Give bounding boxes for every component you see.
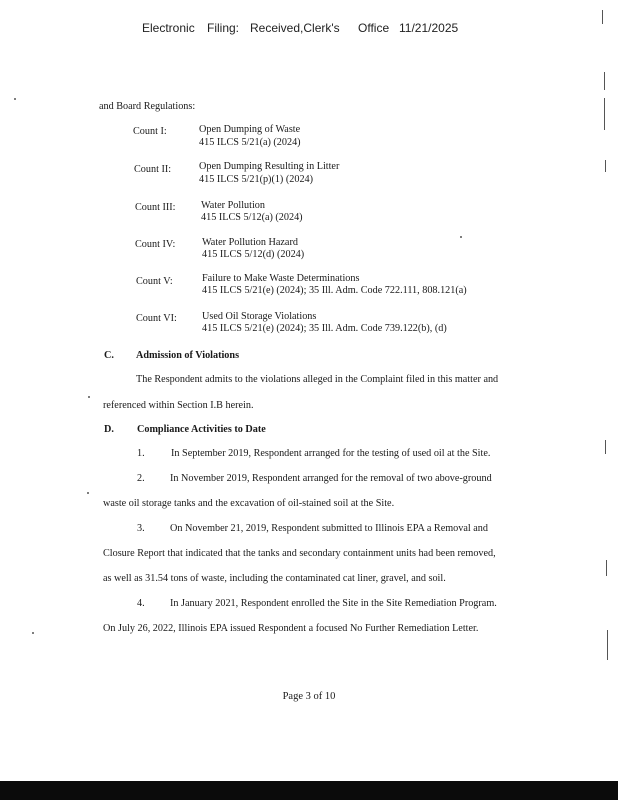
scan-edge-mark	[605, 160, 606, 172]
scan-speck	[87, 492, 89, 494]
scan-edge-mark	[604, 98, 605, 130]
section-c-heading: Admission of Violations	[136, 350, 240, 361]
header-electronic: Electronic	[142, 21, 195, 35]
page-number: Page 3 of 10	[282, 691, 336, 702]
section-d-heading: Compliance Activities to Date	[137, 424, 266, 435]
item-line: In January 2021, Respondent enrolled the Site in the Site Remediation Program.	[170, 598, 497, 609]
scan-edge-mark	[607, 630, 608, 660]
scan-speck	[88, 396, 90, 398]
scan-speck	[460, 236, 462, 238]
scan-speck	[32, 632, 34, 634]
item-line: waste oil storage tanks and the excavation of oil-stained soil at the Site.	[103, 498, 395, 509]
section-d-letter: D.	[104, 424, 114, 435]
scan-edge-mark	[606, 560, 607, 576]
item-number: 1.	[137, 448, 145, 459]
section-c-letter: C.	[104, 350, 114, 361]
count-citation: 415 ILCS 5/21(a) (2024)	[199, 137, 301, 148]
count-title: Water Pollution	[201, 200, 265, 211]
item-number: 3.	[137, 523, 145, 534]
count-citation: 415 ILCS 5/21(p)(1) (2024)	[199, 174, 314, 185]
count-title: Used Oil Storage Violations	[202, 311, 317, 322]
header-office: Office	[358, 21, 390, 35]
item-number: 4.	[137, 598, 145, 609]
count-label: Count V:	[136, 276, 173, 287]
item-line: On July 26, 2022, Illinois EPA issued Respondent a focused No Further Remediation Letter.	[103, 623, 479, 634]
count-citation: 415 ILCS 5/12(a) (2024)	[201, 212, 303, 223]
count-title: Open Dumping of Waste	[199, 124, 301, 135]
item-number: 2.	[137, 473, 145, 484]
count-label: Count I:	[133, 126, 167, 137]
intro-line: and Board Regulations:	[99, 101, 196, 112]
item-line: On November 21, 2019, Respondent submitted to Illinois EPA a Removal and	[170, 523, 488, 534]
count-citation: 415 ILCS 5/21(e) (2024); 35 Ill. Adm. Code 722.111, 808.121(a)	[202, 285, 467, 296]
scan-edge-mark	[602, 10, 603, 24]
count-label: Count VI:	[136, 313, 177, 324]
count-title: Failure to Make Waste Determinations	[202, 273, 360, 284]
header-filing: Filing:	[207, 21, 240, 35]
header-date: 11/21/2025	[399, 21, 459, 35]
header-received: Received,Clerk's	[250, 21, 340, 35]
scan-edge-mark	[605, 440, 606, 454]
scan-bottom-band	[0, 781, 618, 800]
item-line: In September 2019, Respondent arranged for the testing of used oil at the Site.	[171, 448, 491, 459]
count-citation: 415 ILCS 5/12(d) (2024)	[202, 249, 305, 260]
item-line: Closure Report that indicated that the tanks and secondary containment units had been removed,	[103, 548, 496, 559]
count-label: Count III:	[135, 202, 176, 213]
count-title: Open Dumping Resulting in Litter	[199, 161, 340, 172]
scan-speck	[14, 98, 16, 100]
scan-edge-mark	[604, 72, 605, 90]
count-citation: 415 ILCS 5/21(e) (2024); 35 Ill. Adm. Code 739.122(b), (d)	[202, 323, 447, 334]
count-label: Count II:	[134, 164, 172, 175]
section-c-line: referenced within Section I.B herein.	[103, 400, 254, 411]
item-line: as well as 31.54 tons of waste, including the contaminated cat liner, gravel, and soil.	[103, 573, 446, 584]
count-label: Count IV:	[135, 239, 176, 250]
count-title: Water Pollution Hazard	[202, 237, 298, 248]
item-line: In November 2019, Respondent arranged for the removal of two above-ground	[170, 473, 492, 484]
section-c-line: The Respondent admits to the violations alleged in the Complaint filed in this matter and	[136, 374, 499, 385]
